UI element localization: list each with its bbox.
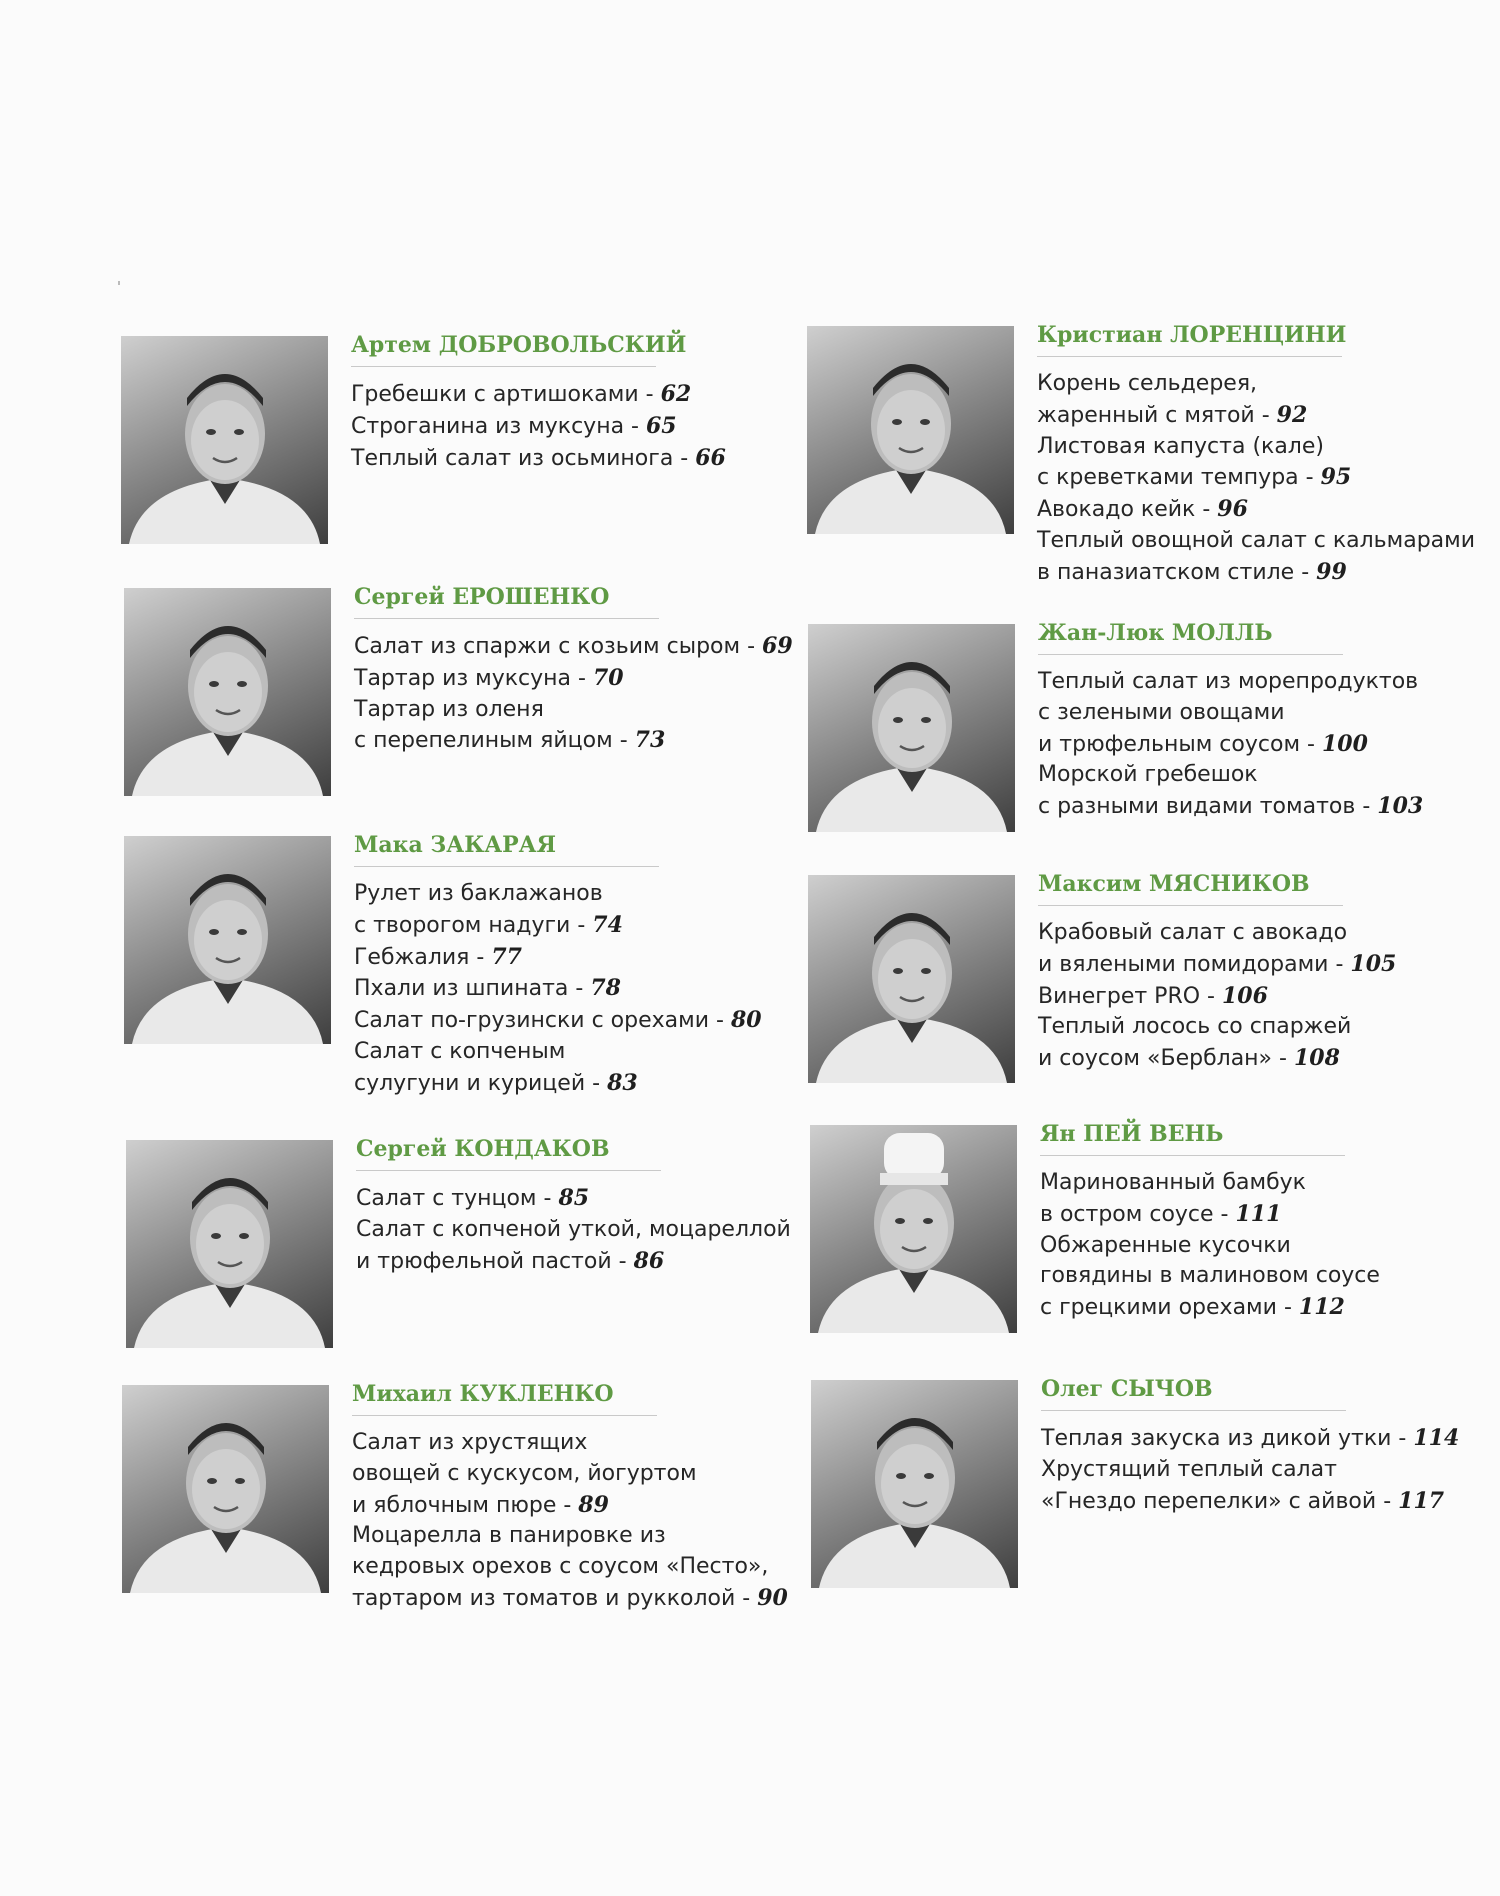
dish-line bbox=[1037, 526, 1476, 557]
dish-line bbox=[354, 942, 774, 974]
chef-photo bbox=[808, 624, 1015, 832]
name-divider bbox=[356, 1170, 661, 1171]
dish-title: овощей с кускусом, йогуртом bbox=[352, 1460, 697, 1486]
chef-text-block bbox=[356, 1134, 791, 1277]
chef-portrait-image bbox=[124, 588, 331, 796]
dish-title: Теплая закуска из дикой утки bbox=[1041, 1426, 1392, 1451]
dish-line bbox=[1038, 981, 1458, 1013]
page-separator: - bbox=[1300, 731, 1322, 757]
dish-title: с креветками темпура bbox=[1037, 465, 1299, 491]
page-separator: - bbox=[1355, 794, 1378, 820]
page-number: 100 bbox=[1321, 730, 1368, 757]
dish-line bbox=[352, 1521, 772, 1552]
chef-portrait-image bbox=[808, 624, 1015, 832]
chef-name: Михаил КУКЛЕНКО bbox=[352, 1381, 614, 1407]
name-divider bbox=[352, 1415, 657, 1416]
chef-text-block bbox=[1037, 320, 1476, 589]
page-number: 105 bbox=[1350, 950, 1397, 977]
page-separator: - bbox=[568, 976, 591, 1002]
dish-line bbox=[354, 631, 793, 663]
dish-title: Тартар из оленя bbox=[354, 696, 544, 722]
dish-line bbox=[352, 1583, 788, 1615]
dish-title: в остром соусе bbox=[1040, 1201, 1214, 1227]
chef-name: Кристиан ЛОРЕНЦИНИ bbox=[1037, 322, 1347, 348]
page-number: 66 bbox=[695, 444, 726, 471]
page-number: 77 bbox=[491, 943, 522, 970]
page-separator: - bbox=[740, 634, 763, 659]
page-separator: - bbox=[1254, 402, 1277, 428]
chef-portrait-image bbox=[124, 836, 331, 1044]
dish-title: Тартар из муксуна bbox=[354, 665, 572, 691]
chef-portrait-image bbox=[121, 336, 328, 544]
page-separator: - bbox=[1272, 1046, 1294, 1072]
dish-title: Гребешки с артишоками bbox=[351, 382, 639, 407]
chef-name: Жан-Люк МОЛЛЬ bbox=[1038, 620, 1273, 646]
dish-line bbox=[1038, 949, 1458, 981]
dish-line bbox=[1037, 369, 1457, 400]
chef-text-block bbox=[1038, 869, 1458, 1075]
chef-text-block bbox=[1041, 1374, 1461, 1517]
dish-title: и трюфельной пастой bbox=[356, 1248, 612, 1274]
page-separator: - bbox=[1276, 1295, 1299, 1321]
dish-line bbox=[351, 379, 771, 411]
name-divider bbox=[1041, 1410, 1346, 1411]
page-separator: - bbox=[570, 912, 593, 938]
dish-title: Строганина из муксуна bbox=[351, 413, 625, 439]
page-separator: - bbox=[1376, 1488, 1399, 1514]
page-number: 95 bbox=[1320, 464, 1352, 491]
dish-title: Теплый лосось со спаржей bbox=[1038, 1014, 1352, 1040]
dish-line bbox=[1038, 1043, 1458, 1075]
dish-title: кедровых орехов с соусом «Песто», bbox=[352, 1554, 769, 1580]
chef-portrait-image bbox=[122, 1385, 329, 1593]
page-number: 78 bbox=[590, 975, 621, 1002]
dish-title: Рулет из баклажанов bbox=[354, 881, 603, 906]
dish-line bbox=[356, 1215, 791, 1246]
chef-portrait-image bbox=[126, 1140, 333, 1348]
dish-line bbox=[354, 1005, 774, 1037]
dish-line bbox=[1038, 918, 1458, 949]
chef-photo bbox=[811, 1380, 1018, 1588]
dish-line bbox=[1041, 1423, 1461, 1455]
dish-line bbox=[352, 1459, 772, 1490]
dish-line bbox=[1040, 1261, 1460, 1292]
page-separator: - bbox=[1213, 1201, 1236, 1227]
dish-line bbox=[1040, 1231, 1460, 1262]
chef-name: Сергей ЕРОШЕНКО bbox=[354, 584, 610, 610]
dish-line bbox=[1040, 1168, 1460, 1199]
chef-name: Сергей КОНДАКОВ bbox=[356, 1136, 610, 1162]
dish-title: и трюфельным соусом bbox=[1038, 731, 1301, 757]
chef-text-block bbox=[352, 1379, 788, 1615]
page-separator: - bbox=[638, 382, 661, 407]
page-number: 80 bbox=[730, 1007, 762, 1034]
page-number: 74 bbox=[592, 911, 623, 938]
dish-title: с зелеными овощами bbox=[1038, 699, 1285, 725]
dish-line bbox=[354, 1037, 774, 1068]
page-number: 111 bbox=[1235, 1200, 1282, 1227]
dish-title: и соусом «Берблан» bbox=[1038, 1046, 1273, 1072]
page-separator: - bbox=[1294, 559, 1317, 585]
dish-line bbox=[1038, 667, 1458, 698]
chef-photo bbox=[808, 875, 1015, 1083]
page-number: 92 bbox=[1276, 401, 1308, 428]
chef-photo bbox=[810, 1125, 1017, 1333]
dish-title: Салат с копченой уткой, моцареллой bbox=[356, 1216, 791, 1242]
dish-line bbox=[354, 910, 774, 942]
name-divider bbox=[1037, 356, 1342, 357]
chef-photo bbox=[807, 326, 1014, 534]
chef-name: Артем ДОБРОВОЛЬСКИЙ bbox=[351, 332, 687, 358]
page-number: 73 bbox=[634, 727, 666, 754]
page-number: 90 bbox=[757, 1584, 788, 1611]
page-separator: - bbox=[1298, 465, 1321, 491]
dish-title: Крабовый салат с авокадо bbox=[1038, 920, 1348, 945]
page-separator: - bbox=[1195, 497, 1218, 523]
page-number: 96 bbox=[1217, 496, 1248, 523]
dish-title: Винегрет PRO bbox=[1038, 983, 1201, 1009]
page-separator: - bbox=[673, 445, 696, 471]
dish-title: жаренный с мятой bbox=[1037, 402, 1255, 428]
dish-title: Гебжалия bbox=[354, 944, 470, 970]
dish-line bbox=[1038, 760, 1458, 791]
dish-title: Салат из спаржи с козьим сыром bbox=[354, 634, 741, 659]
dish-title: Морской гребешок bbox=[1038, 762, 1258, 788]
dish-line bbox=[1037, 494, 1457, 526]
dish-line bbox=[356, 1246, 776, 1278]
chef-name: Ян ПЕЙ ВЕНЬ bbox=[1040, 1121, 1224, 1147]
name-divider bbox=[354, 618, 659, 619]
page-number: 86 bbox=[633, 1247, 665, 1274]
page-separator: - bbox=[1391, 1426, 1414, 1451]
dish-line bbox=[354, 725, 774, 757]
dish-title: с разными видами томатов bbox=[1038, 794, 1356, 820]
page-separator: - bbox=[1200, 983, 1222, 1009]
page-number: 108 bbox=[1293, 1045, 1340, 1072]
dish-line bbox=[1037, 557, 1457, 589]
dish-line bbox=[1040, 1199, 1460, 1231]
name-divider bbox=[1038, 905, 1343, 906]
dish-line bbox=[352, 1552, 772, 1583]
dish-title: с перепелиным яйцом bbox=[354, 728, 613, 754]
dish-line bbox=[1038, 698, 1458, 729]
dish-title: Теплый салат из морепродуктов bbox=[1038, 669, 1419, 694]
dish-line bbox=[354, 1068, 774, 1100]
chef-text-block bbox=[351, 330, 771, 474]
page-separator: - bbox=[1328, 951, 1351, 977]
dish-title: Салат из хрустящих bbox=[352, 1430, 588, 1455]
dish-line bbox=[352, 1490, 772, 1522]
chef-text-block bbox=[354, 582, 793, 757]
dish-line bbox=[354, 695, 774, 726]
dish-title: Теплый салат из осьминога bbox=[351, 445, 674, 471]
dish-line bbox=[351, 443, 771, 475]
page-number: 103 bbox=[1377, 793, 1424, 820]
dish-title: Пхали из шпината bbox=[354, 976, 569, 1002]
name-divider bbox=[354, 866, 659, 867]
chef-photo bbox=[124, 588, 331, 796]
dish-line bbox=[1037, 400, 1457, 432]
dish-title: с грецкими орехами bbox=[1040, 1295, 1277, 1321]
dish-title: в паназиатском стиле bbox=[1037, 559, 1295, 585]
chef-name: Олег СЫЧОВ bbox=[1041, 1376, 1213, 1402]
page-number: 106 bbox=[1221, 982, 1268, 1009]
name-divider bbox=[1040, 1155, 1345, 1156]
chef-text-block bbox=[1038, 618, 1458, 823]
dish-title: Моцарелла в панировке из bbox=[352, 1523, 666, 1549]
chef-photo bbox=[122, 1385, 329, 1593]
page-number: 65 bbox=[646, 412, 677, 439]
dish-line bbox=[356, 1183, 776, 1215]
chef-portrait-image bbox=[807, 326, 1014, 534]
dish-title: Салат с тунцом bbox=[356, 1186, 537, 1211]
chef-portrait-image bbox=[808, 875, 1015, 1083]
page-separator: - bbox=[611, 1248, 634, 1274]
dish-line bbox=[354, 663, 774, 695]
page-separator: - bbox=[469, 944, 492, 970]
dish-line bbox=[1038, 729, 1458, 761]
dish-title: с творогом надуги bbox=[354, 912, 571, 938]
page-separator: - bbox=[709, 1008, 731, 1034]
dish-title: Салат с копченым bbox=[354, 1038, 566, 1064]
dish-title: Корень сельдерея, bbox=[1037, 371, 1258, 396]
page-separator: - bbox=[612, 728, 635, 754]
dish-title: Обжаренные кусочки bbox=[1040, 1232, 1291, 1258]
dish-line bbox=[352, 1428, 772, 1459]
corner-mark bbox=[118, 281, 120, 285]
chef-photo bbox=[126, 1140, 333, 1348]
dish-line bbox=[1041, 1486, 1461, 1518]
dish-title: говядины в малиновом соусе bbox=[1040, 1263, 1380, 1289]
page-number: 85 bbox=[558, 1185, 590, 1211]
dish-line bbox=[1037, 462, 1457, 494]
dish-title: Авокадо кейк bbox=[1037, 497, 1196, 523]
chef-text-block bbox=[354, 830, 774, 1100]
dish-title: Салат по-грузински с орехами bbox=[354, 1008, 710, 1034]
dish-line bbox=[354, 973, 774, 1005]
page-separator: - bbox=[536, 1186, 559, 1211]
dish-title: Маринованный бамбук bbox=[1040, 1170, 1306, 1195]
dish-title: сулугуни и курицей bbox=[354, 1070, 586, 1096]
page-number: 69 bbox=[762, 633, 793, 659]
page-number: 114 bbox=[1413, 1425, 1460, 1451]
dish-title: и яблочным пюре bbox=[352, 1492, 557, 1518]
dish-title: Листовая капуста (кале) bbox=[1037, 433, 1324, 459]
page-number: 117 bbox=[1398, 1487, 1445, 1514]
page-separator: - bbox=[556, 1492, 579, 1518]
dish-title: Теплый овощной салат с кальмарами bbox=[1037, 527, 1476, 553]
chef-portrait-image bbox=[810, 1125, 1017, 1333]
name-divider bbox=[1038, 654, 1343, 655]
dish-line bbox=[1037, 432, 1457, 463]
dish-title: «Гнездо перепелки» с айвой bbox=[1041, 1488, 1377, 1514]
page-separator: - bbox=[735, 1585, 758, 1611]
chef-name: Мака ЗАКАРАЯ bbox=[354, 832, 556, 858]
page-number: 70 bbox=[592, 664, 624, 691]
dish-title: тартаром из томатов и рукколой bbox=[352, 1585, 736, 1611]
dish-line bbox=[354, 879, 774, 910]
dish-line bbox=[1040, 1292, 1460, 1324]
chef-name: Максим МЯСНИКОВ bbox=[1038, 871, 1310, 897]
page-separator: - bbox=[571, 665, 593, 691]
chef-photo bbox=[121, 336, 328, 544]
dish-line bbox=[1038, 791, 1458, 823]
page-number: 89 bbox=[578, 1491, 609, 1518]
dish-line bbox=[1038, 1012, 1458, 1043]
page-number: 99 bbox=[1316, 558, 1347, 585]
page-separator: - bbox=[624, 413, 646, 439]
chef-text-block bbox=[1040, 1119, 1460, 1324]
dish-line bbox=[351, 411, 771, 443]
chef-photo bbox=[124, 836, 331, 1044]
page-number: 62 bbox=[660, 381, 692, 407]
name-divider bbox=[351, 366, 656, 367]
dish-title: и вялеными помидорами bbox=[1038, 951, 1329, 977]
dish-title: Хрустящий теплый салат bbox=[1041, 1456, 1337, 1482]
dish-line bbox=[1041, 1455, 1461, 1486]
page-number: 112 bbox=[1298, 1294, 1345, 1321]
page-separator: - bbox=[585, 1070, 608, 1096]
page-number: 83 bbox=[607, 1069, 638, 1096]
chef-portrait-image bbox=[811, 1380, 1018, 1588]
